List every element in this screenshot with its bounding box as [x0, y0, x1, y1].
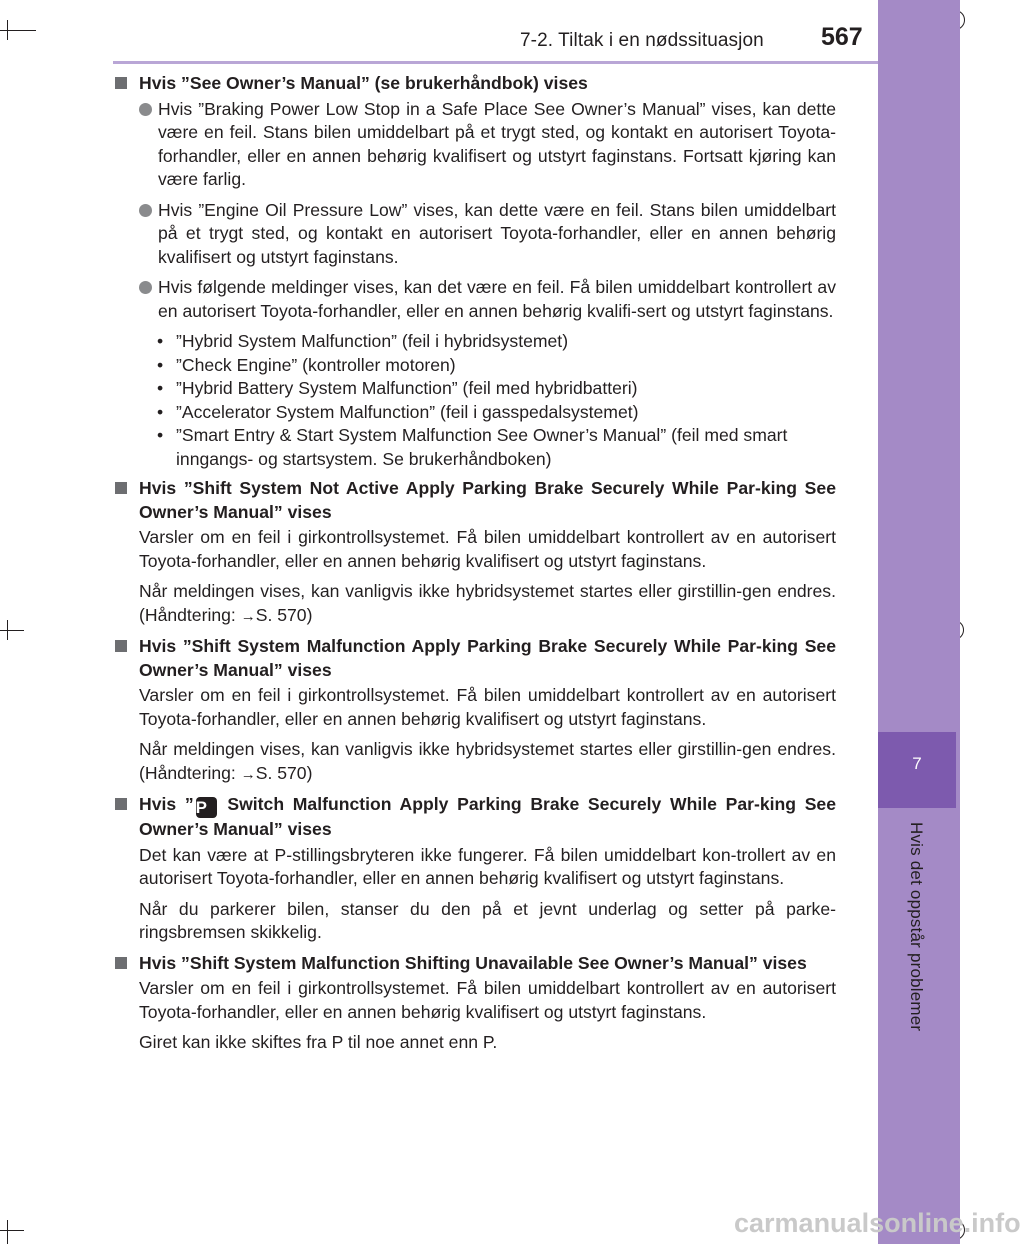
dot-bullet-icon: •: [157, 331, 164, 351]
paragraph: Giret kan ikke skiftes fra P til noe annet enn P.: [139, 1032, 498, 1052]
paragraph: Varsler om en feil i girkontrollsystemet. Få bilen umiddelbart kontrollert av en autorisert Toyota-forhandler, eller en annen behørig kvalifisert og utstyrt faginstans.: [139, 685, 836, 729]
square-bullet-icon: [115, 77, 127, 89]
dot-bullet-icon: •: [157, 354, 164, 375]
sub-list-item: • ”Hybrid System Malfunction” (feil i hybridsystemet): [113, 330, 836, 354]
dot-bullet-icon: •: [157, 401, 164, 422]
paragraph: Når meldingen vises, kan vanligvis ikke hybridsystemet startes eller girstillin-gen endres. (Håndtering: →S. 570): [113, 580, 836, 628]
list-item: Hvis følgende meldinger vises, kan det være en feil. Få bilen umiddelbart kontrollert av en autorisert Toyota-forhandler, eller en annen behørig kvalifi-sert og utstyrt faginstans.: [113, 276, 836, 323]
list-item: Hvis ”Engine Oil Pressure Low” vises, kan dette være en feil. Stans bilen umiddelbart på et trygt sted, og kontakt en autorisert Toyota-forhandler, eller en annen behørig kvalifisert og utstyrt faginstans.: [113, 199, 836, 270]
dot-bullet-icon: •: [157, 378, 164, 398]
square-bullet-icon: [115, 640, 127, 652]
circle-bullet-icon: [139, 281, 152, 294]
chapter-title: Hvis det oppstår problemer: [907, 822, 926, 1032]
chapter-side-tab: [878, 0, 960, 1244]
section-heading: Hvis ”Shift System Malfunction Shifting Unavailable See Owner’s Manual” vises: [113, 952, 836, 976]
paragraph: Det kan være at P-stillingsbryteren ikke fungerer. Få bilen umiddelbart kon-trollert av en autorisert Toyota-forhandler, eller en annen behørig kvalifisert og utstyrt faginstans.: [139, 844, 836, 888]
chapter-number: 7: [912, 754, 922, 773]
arrow-right-icon: →: [240, 607, 256, 625]
paragraph: Varsler om en feil i girkontrollsystemet. Få bilen umiddelbart kontrollert av en autorisert Toyota-forhandler, eller en annen behørig kvalifisert og utstyrt faginstans.: [139, 978, 836, 1022]
section-heading: Hvis ”Shift System Not Active Apply Parking Brake Securely While Par-king See Owner’s Manual” vises: [113, 477, 836, 524]
main-content: [113, 72, 836, 1062]
circle-bullet-icon: [139, 204, 152, 217]
circle-bullet-icon: [139, 103, 152, 116]
sub-list-item: • ”Check Engine” (kontroller motoren): [113, 354, 836, 378]
square-bullet-icon: [115, 957, 127, 969]
section-heading: Hvis ”Shift System Malfunction Apply Parking Brake Securely While Par-king See Owner’s Manual” vises: [113, 635, 836, 682]
page-reference-link[interactable]: S. 570): [255, 762, 313, 783]
sub-list-item: • ”Hybrid Battery System Malfunction” (feil med hybridbatteri): [113, 377, 836, 401]
sub-list-item: • ”Accelerator System Malfunction” (feil i gasspedalsystemet): [113, 401, 836, 425]
watermark: carmanualsonline.info: [734, 1208, 1021, 1238]
dot-bullet-icon: •: [157, 425, 164, 445]
paragraph: Når du parkerer bilen, stanser du den på et jevnt underlag og setter på parke-ringsbremsen skikkelig.: [139, 898, 836, 942]
page-reference-link[interactable]: S. 570): [255, 604, 313, 625]
section-heading: Hvis ” P Switch Malfunction Apply Parking Brake Securely While Par-king See Owner’s Manual” vises: [113, 793, 836, 842]
page-number: 567: [821, 23, 863, 51]
section-heading: Hvis ”See Owner’s Manual” (se brukerhåndbok) vises: [113, 72, 836, 96]
list-item: Hvis ”Braking Power Low Stop in a Safe Place See Owner’s Manual” vises, kan dette være en feil. Stans bilen umiddelbart på et trygt sted, og kontakt en autorisert Toyota-forhandler, eller en annen behørig kvalifisert og utstyrt faginstans. Fortsatt kjøring kan være farlig.: [113, 98, 836, 192]
paragraph: Varsler om en feil i girkontrollsystemet. Få bilen umiddelbart kontrollert av en autorisert Toyota-forhandler, eller en annen behørig kvalifisert og utstyrt faginstans.: [139, 527, 836, 571]
sub-list-item: • ”Smart Entry & Start System Malfunction See Owner’s Manual” (feil med smart inngangs- og startsystem. Se brukerhåndboken): [157, 425, 788, 469]
p-position-switch-icon: P: [196, 797, 217, 818]
header-rule: [113, 61, 878, 64]
page-header: [0, 0, 878, 62]
square-bullet-icon: [115, 482, 127, 494]
section-title: 7-2. Tiltak i en nødssituasjon: [520, 30, 764, 51]
arrow-right-icon: →: [240, 765, 256, 783]
paragraph: Når meldingen vises, kan vanligvis ikke hybridsystemet startes eller girstillin-gen endres. (Håndtering: →S. 570): [113, 738, 836, 786]
square-bullet-icon: [115, 798, 127, 810]
